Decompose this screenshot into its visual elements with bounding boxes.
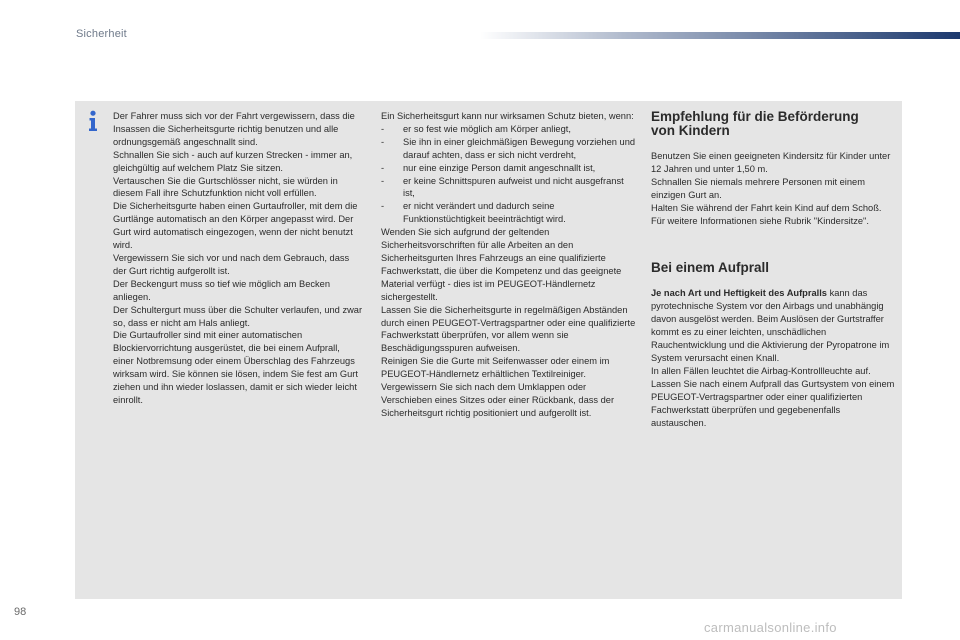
bullet-dash: -	[381, 201, 385, 212]
paragraph: Der Schultergurt muss über die Schulter verlaufen, und zwar so, dass er nicht am Hals anliegt.	[113, 304, 363, 328]
list-item	[381, 136, 636, 162]
paragraph: Für weitere Informationen siehe Rubrik "Kindersitze".	[651, 215, 869, 226]
bullet-dash: -	[381, 136, 385, 147]
section-heading-impact: Bei einem Aufprall	[651, 260, 770, 276]
paragraph: Reinigen Sie die Gurte mit Seifenwasser oder einem im PEUGEOT-Händlernetz erhältlichen Textilreiniger.	[381, 356, 610, 380]
bullet-text: nur eine einzige Person damit angeschnallt ist,	[403, 162, 596, 173]
list-item	[381, 123, 636, 136]
paragraph: Die Gurtaufroller sind mit einer automatischen Blockiervorrichtung ausgerüstet, die bei einem Aufprall, einer Notbremsung oder einem Überschlag des Fahrzeugs wirksam wird. Sie können sie lösen, indem Sie fest am Gurt ziehen und ihn wieder loslassen, damit er sich wieder leicht einrollt.	[113, 330, 358, 405]
watermark: carmanualsonline.info	[704, 620, 837, 635]
paragraph: Vergewissern Sie sich vor und nach dem Gebrauch, dass der Gurt richtig aufgerollt ist.	[113, 252, 350, 276]
list-item	[381, 162, 636, 175]
column-seatbelt-conditions	[381, 110, 636, 420]
bullet-dash: -	[381, 175, 385, 186]
paragraph: Der Beckengurt muss so tief wie möglich am Becken anliegen.	[113, 278, 331, 302]
intro-paragraph: Ein Sicherheitsgurt kann nur wirksamen Schutz bieten, wenn:	[381, 111, 634, 121]
paragraph: Schnallen Sie sich - auch auf kurzen Strecken - immer an, gleichgültig auf welchem Platz Sie sitzen.	[113, 149, 353, 173]
paragraph: Benutzen Sie einen geeigneten Kindersitz für Kinder unter 12 Jahren und unter 1,50 m.	[651, 151, 891, 174]
paragraph: Die Sicherheitsgurte haben einen Gurtaufroller, mit dem die Gurtlänge automatisch an den Körper angepasst wird. Der Gurt wird automatisch eingezogen, wenn der nicht benutzt wird.	[113, 201, 358, 251]
lead-bold-text: Je nach Art und Heftigkeit des Aufpralls	[651, 288, 827, 299]
list-item	[381, 175, 636, 201]
column-seatbelt-notes	[113, 110, 363, 407]
paragraph: Schnallen Sie niemals mehrere Personen mit einem einzigen Gurt an.	[651, 176, 865, 200]
paragraph: Lassen Sie nach einem Aufprall das Gurtsystem von einem PEUGEOT-Vertragspartner oder einer qualifizierten Fachwerkstatt überprüfen und gegebenenfalls austauschen.	[651, 378, 895, 428]
page-section-title: Sicherheit	[76, 28, 127, 40]
paragraph: Halten Sie während der Fahrt kein Kind auf dem Schoß.	[651, 202, 882, 213]
lead-text: kann das pyrotechnische System vor den Airbags und unabhängig davon ausgelöst werden. Beim Auslösen der Gurtstraffer kommt es zu einer leichten, unschädlichen Rauchentwicklung und die Aktivierung der Pyropatrone im System verursacht einen Knall.	[651, 288, 890, 363]
section-heading-children	[651, 110, 898, 138]
column-children-and-impact	[651, 110, 898, 429]
bullet-dash: -	[381, 162, 385, 173]
list-item	[381, 200, 636, 226]
paragraph: Wenden Sie sich aufgrund der geltenden Sicherheitsvorschriften für alle Arbeiten an den Sicherheitsgurten Ihres Fahrzeugs an eine qualifizierte Fachwerkstatt, die über die Kompetenz und das geeignete Material verfügt - dies ist im PEUGEOT-Händlernetz sichergestellt.	[381, 227, 622, 302]
bullet-text: er nicht verändert und dadurch seine Funktionstüchtigkeit beeinträchtigt wird.	[403, 201, 566, 225]
paragraph: In allen Fällen leuchtet die Airbag-Kontrollleuchte auf.	[651, 365, 871, 376]
paragraph: Vergewissern Sie sich nach dem Umklappen oder Verschieben eines Sitzes oder einer Rückbank, dass der Sicherheitsgurt richtig positioniert und aufgerollt ist.	[381, 382, 615, 418]
page-number: 98	[14, 606, 27, 618]
bullet-text: Sie ihn in einer gleichmäßigen Bewegung vorziehen und darauf achten, dass er sich nicht verdreht,	[403, 136, 636, 160]
heading-line: Empfehlung für die Beförderung	[651, 109, 859, 124]
bullet-text: er so fest wie möglich am Körper anliegt,	[403, 123, 571, 134]
info-icon	[86, 110, 100, 132]
heading-line: von Kindern	[651, 123, 730, 138]
paragraph: Vertauschen Sie die Gurtschlösser nicht, sie würden in diesem Fall ihre Schutzfunktion nicht voll erfüllen.	[113, 175, 338, 199]
paragraph: Der Fahrer muss sich vor der Fahrt vergewissern, dass die Insassen die Sicherheitsgurte richtig benutzen und alle ordnungsgemäß angeschnallt sind.	[113, 111, 355, 147]
paragraph: Lassen Sie die Sicherheitsgurte in regelmäßigen Abständen durch einen PEUGEOT-Vertragspartner oder eine qualifizierte Fachwerkstatt überprüfen, vor allem wenn sie Beschädigungsspuren aufweisen.	[381, 304, 636, 354]
bullet-dash: -	[381, 123, 385, 134]
header-accent-bar	[480, 32, 960, 39]
bullet-text: er keine Schnittspuren aufweist und nicht ausgefranst ist,	[403, 175, 624, 199]
lead-paragraph	[651, 287, 898, 364]
